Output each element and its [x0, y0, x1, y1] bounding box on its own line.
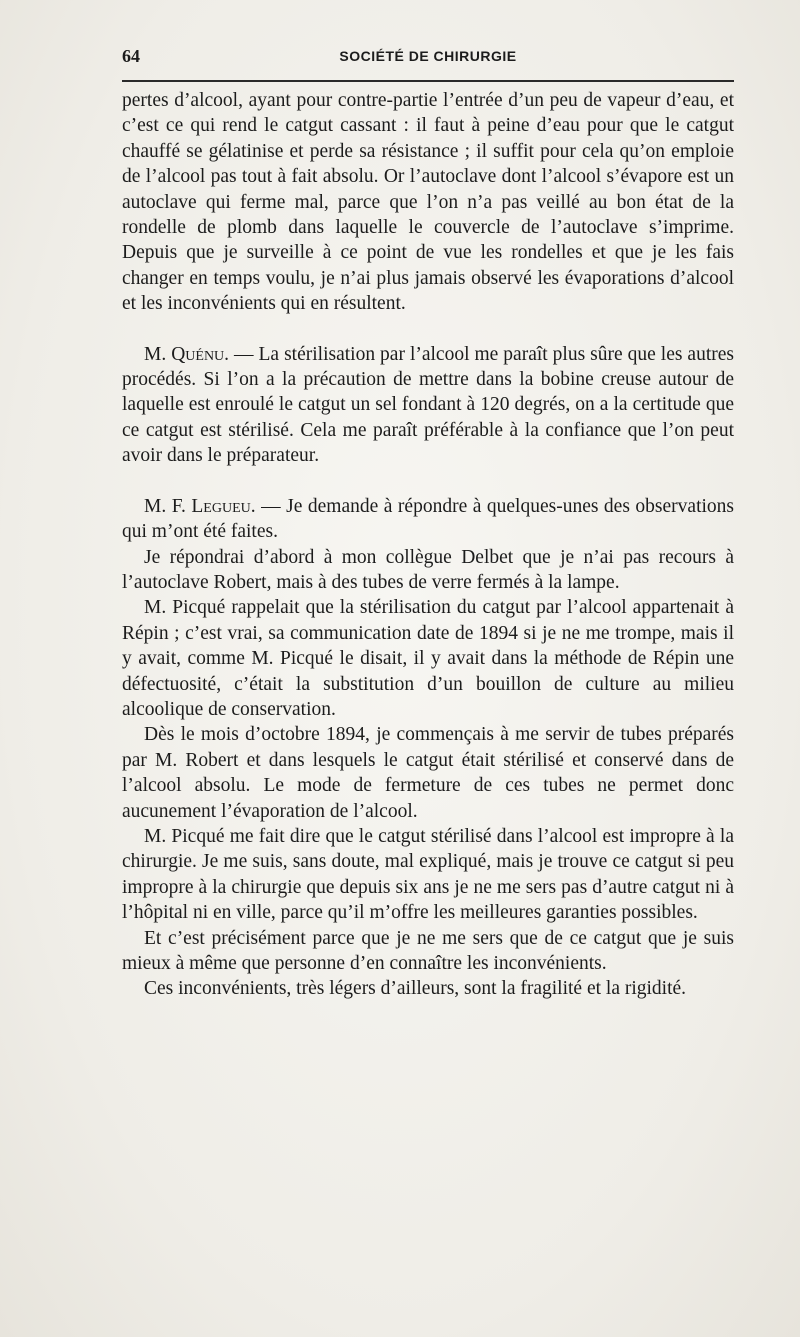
speaker-prefix: M. — [144, 343, 172, 365]
page-body — [122, 88, 734, 1002]
speaker-name: Quénu — [171, 343, 225, 365]
page-header — [122, 38, 734, 72]
speech-quenu — [122, 342, 734, 469]
paragraph: M. Picqué rappelait que la stérilisation du catgut par l’alcool appartenait à Répin ; c’est vrai, sa communication date de 1894 si je ne me trompe, mais il y avait, comme M. Picqué le disait, il y avait dans la méthode de Répin une défectuosité, c’était la substitution d’un bouillon de culture au milieu alcoolique de conservation. — [122, 597, 734, 720]
paragraph: M. Picqué me fait dire que le catgut stérilisé dans l’alcool est impropre à la chirurgie. Je me suis, sans doute, mal expliqué, mais je trouve ce catgut si peu impropre à la chirurgie que depuis six ans je ne me sers pas d’autre catgut ni à l’hôpital ni en ville, parce qu’il m’offre les meilleures garanties possibles. — [122, 825, 734, 924]
speaker-prefix: M. F. — [144, 495, 192, 517]
paragraph-continued: pertes d’alcool, ayant pour contre-partie l’entrée d’un peu de vapeur d’eau, et c’est ce qui rend le catgut cassant : il faut à peine d’eau pour que le catgut chauffé se gélatinise et perde sa résistance ; il suffit pour cela qu’on emploie de l’alcool pas tout à fait absolu. Or l’autoclave dont l’alcool s’évapore est un autoclave qui ferme mal, parce que l’on n’a pas veillé au bon état de la rondelle de plomb dans laquelle le couvercle de l’autoclave s’imprime. Depuis que je surveille à ce point de vue les rondelles et que je les fais changer en temps voulu, je n’ai plus jamais observé les évaporations d’alcool et les inconvénients qui en résultent. — [122, 90, 734, 315]
speech-legueu — [122, 494, 734, 545]
paragraph: Et c’est précisément parce que je ne me sers que de ce catgut que je suis mieux à même que personne d’en connaître les inconvénients. — [122, 927, 734, 974]
page-number: 64 — [122, 46, 140, 66]
speaker-name: Legueu — [191, 495, 251, 517]
speech-text: . — Je demande à répondre à quelques-unes des observations qui m’ont été faites. — [122, 495, 734, 543]
running-title: SOCIÉTÉ DE CHIRURGIE — [339, 48, 517, 64]
paragraph: Ces inconvénients, très légers d’ailleurs, sont la fragilité et la rigidité. — [144, 978, 687, 1000]
speech-text: . — La stérilisation par l’alcool me paraît plus sûre que les autres procédés. Si l’on a la précaution de mettre dans la bobine creuse autour de laquelle est enroulé le catgut un sel fondant à 120 degrés, on a la certitude que ce catgut est stérilisé. Cela me paraît préférable à la confiance que l’on peut avoir dans le préparateur. — [122, 343, 734, 467]
paragraph: Dès le mois d’octobre 1894, je commençais à me servir de tubes préparés par M. Robert et dans lesquels le catgut était stérilisé et conservé dans de l’alcool absolu. Le mode de fermeture de ces tubes ne permet donc aucunement l’évaporation de l’alcool. — [122, 724, 734, 822]
header-rule — [122, 80, 734, 82]
paragraph: Je répondrai d’abord à mon collègue Delbet que je n’ai pas recours à l’autoclave Robert, mais à des tubes de verre fermés à la lampe. — [122, 546, 734, 593]
